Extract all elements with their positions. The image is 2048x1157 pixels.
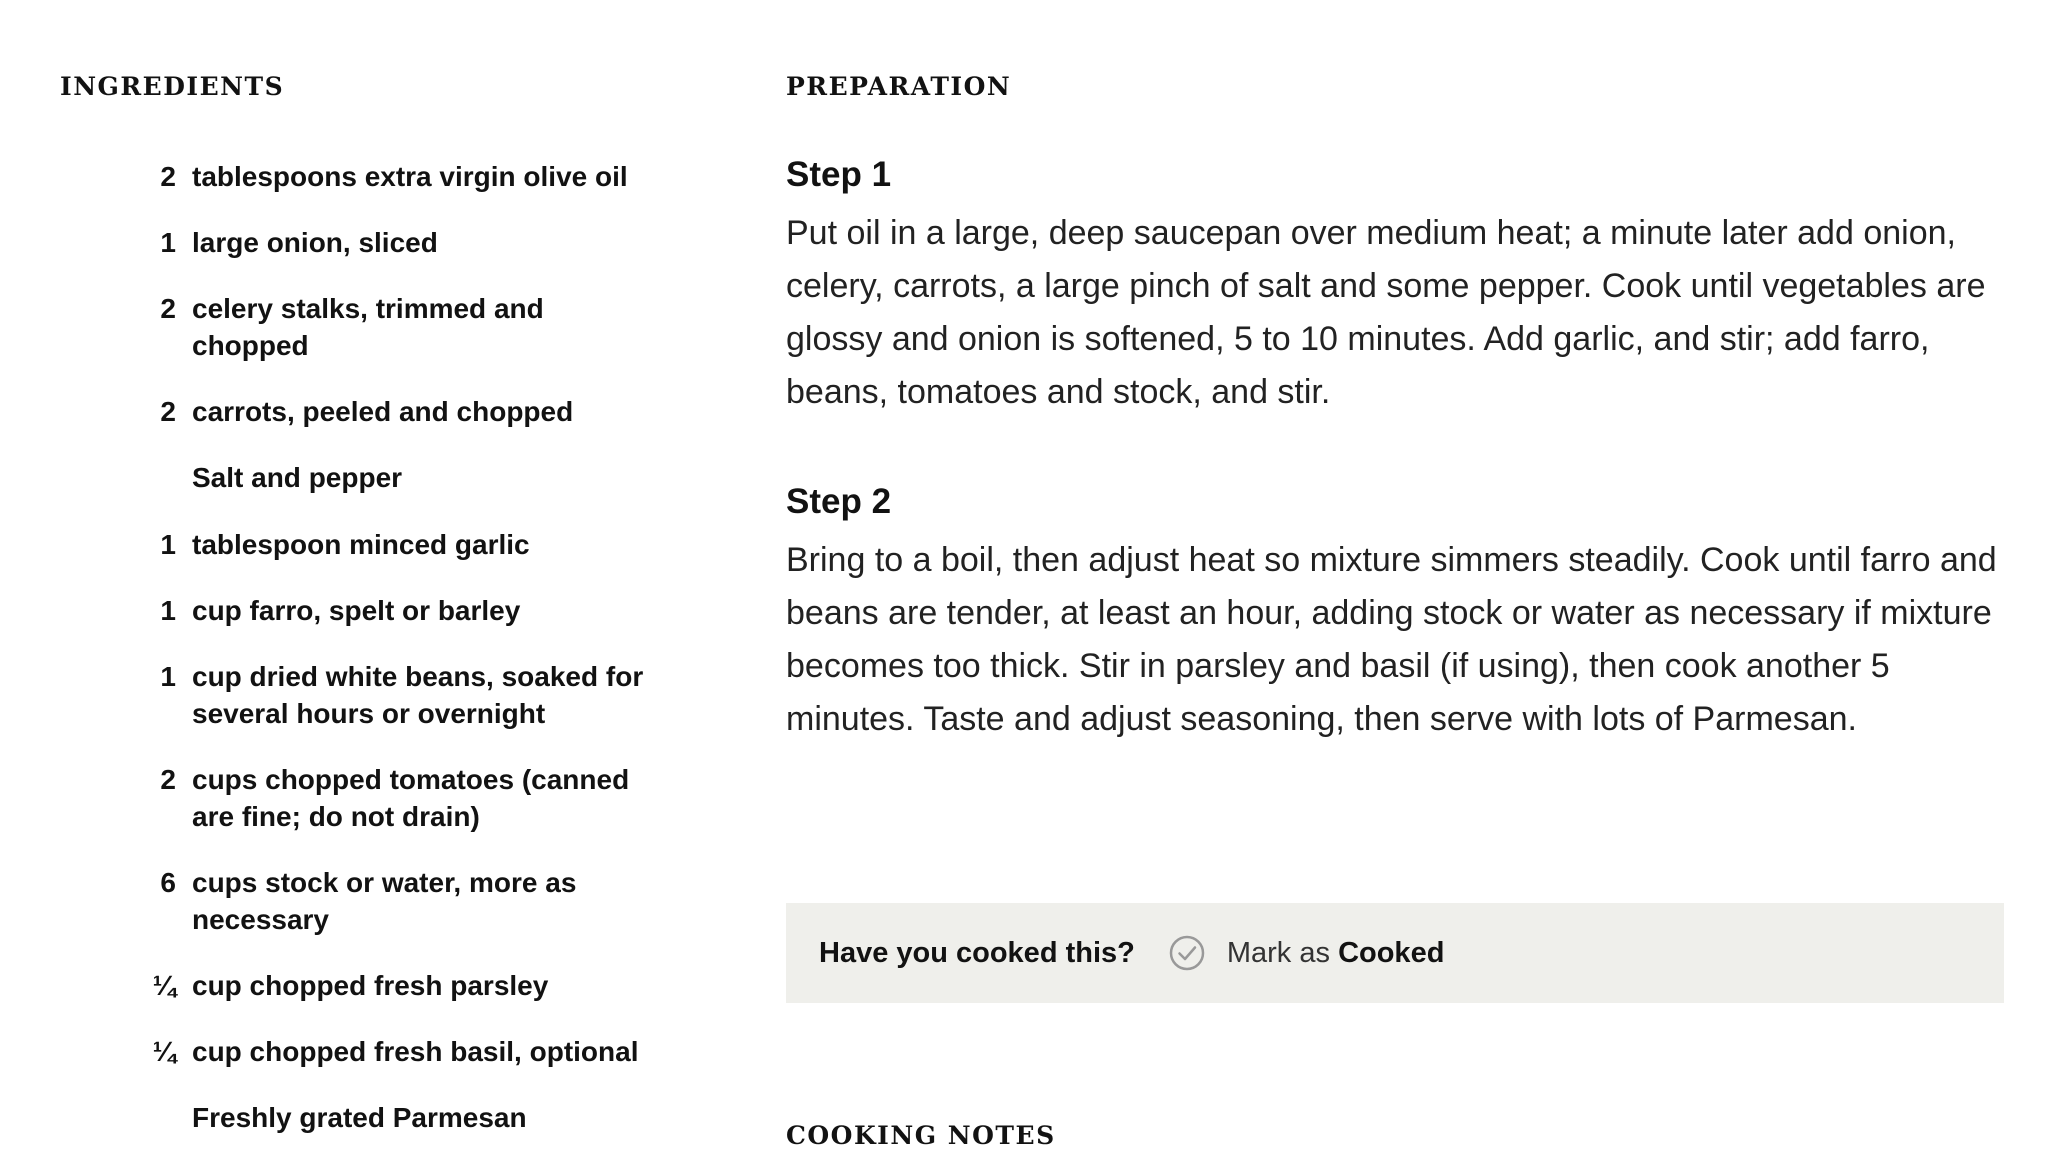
cooking-notes-heading: COOKING NOTES [786,1121,1056,1150]
ingredients-heading: INGREDIENTS [60,72,285,101]
ingredient-quantity: ¼ [152,1036,176,1067]
ingredient-quantity: 1 [160,227,176,258]
ingredient-name: tablespoon minced garlic [192,529,530,560]
ingredients-list [0,0,700,1157]
ingredient-quantity: 1 [160,595,176,626]
mark-as-cooked-button[interactable] [1169,935,1445,971]
step-text: Bring to a boil, then adjust heat so mixture simmers steadily. Cook until farro and beans are tender, at least an hour, adding stock or water as necessary if mixture becomes too thick. Stir in parsley and basil (if using), then cook another 5 minutes. Taste and adjust seasoning, then serve with lots of Parmesan. [786,541,1997,738]
preparation-heading: PREPARATION [786,72,1012,101]
ingredient-name: cup chopped fresh basil, optional [192,1036,639,1067]
mark-as-prefix: Mark as [1226,936,1330,969]
step-title: Step 1 [786,155,892,194]
ingredient-quantity: 2 [160,293,176,324]
cooked-bar [786,903,2004,1003]
ingredient-quantity: 6 [160,867,176,898]
ingredient-name: cups stock or water, more as necessary [192,867,577,935]
ingredient-name: large onion, sliced [192,227,438,258]
ingredient-name: cup chopped fresh parsley [192,970,549,1001]
ingredient-quantity: 1 [160,529,176,560]
cooked-question: Have you cooked this? [819,936,1135,969]
ingredient-name: Freshly grated Parmesan [192,1102,527,1133]
step-title: Step 2 [786,482,892,521]
ingredient-quantity: 2 [160,396,176,427]
ingredient-quantity: ¼ [152,970,176,1001]
ingredient-name: celery stalks, trimmed and chopped [192,293,544,361]
ingredient-quantity: 2 [160,161,176,192]
ingredient-quantity: 2 [160,764,176,795]
step-text: Put oil in a large, deep saucepan over medium heat; a minute later add onion, celery, carrots, a large pinch of salt and some pepper. Cook until vegetables are glossy and onion is softened, 5 to 10 minutes. Add garlic, and stir; add farro, beans, tomatoes and stock, and stir. [786,214,1986,411]
ingredient-name: tablespoons extra virgin olive oil [192,161,628,192]
preparation-step [786,155,2016,419]
ingredient-name: carrots, peeled and chopped [192,396,574,427]
preparation-step [786,482,2016,746]
mark-cooked-bold: Cooked [1338,936,1445,969]
ingredient-name: cups chopped tomatoes (canned are fine; do not drain) [192,764,630,832]
mark-as-cooked-label [1227,937,1445,970]
ingredient-name: cup farro, spelt or barley [192,595,521,626]
ingredient-name: Salt and pepper [192,462,403,493]
check-circle-icon [1169,935,1205,971]
ingredient-name: cup dried white beans, soaked for several hours or overnight [192,661,644,729]
ingredient-quantity: 1 [160,661,176,692]
